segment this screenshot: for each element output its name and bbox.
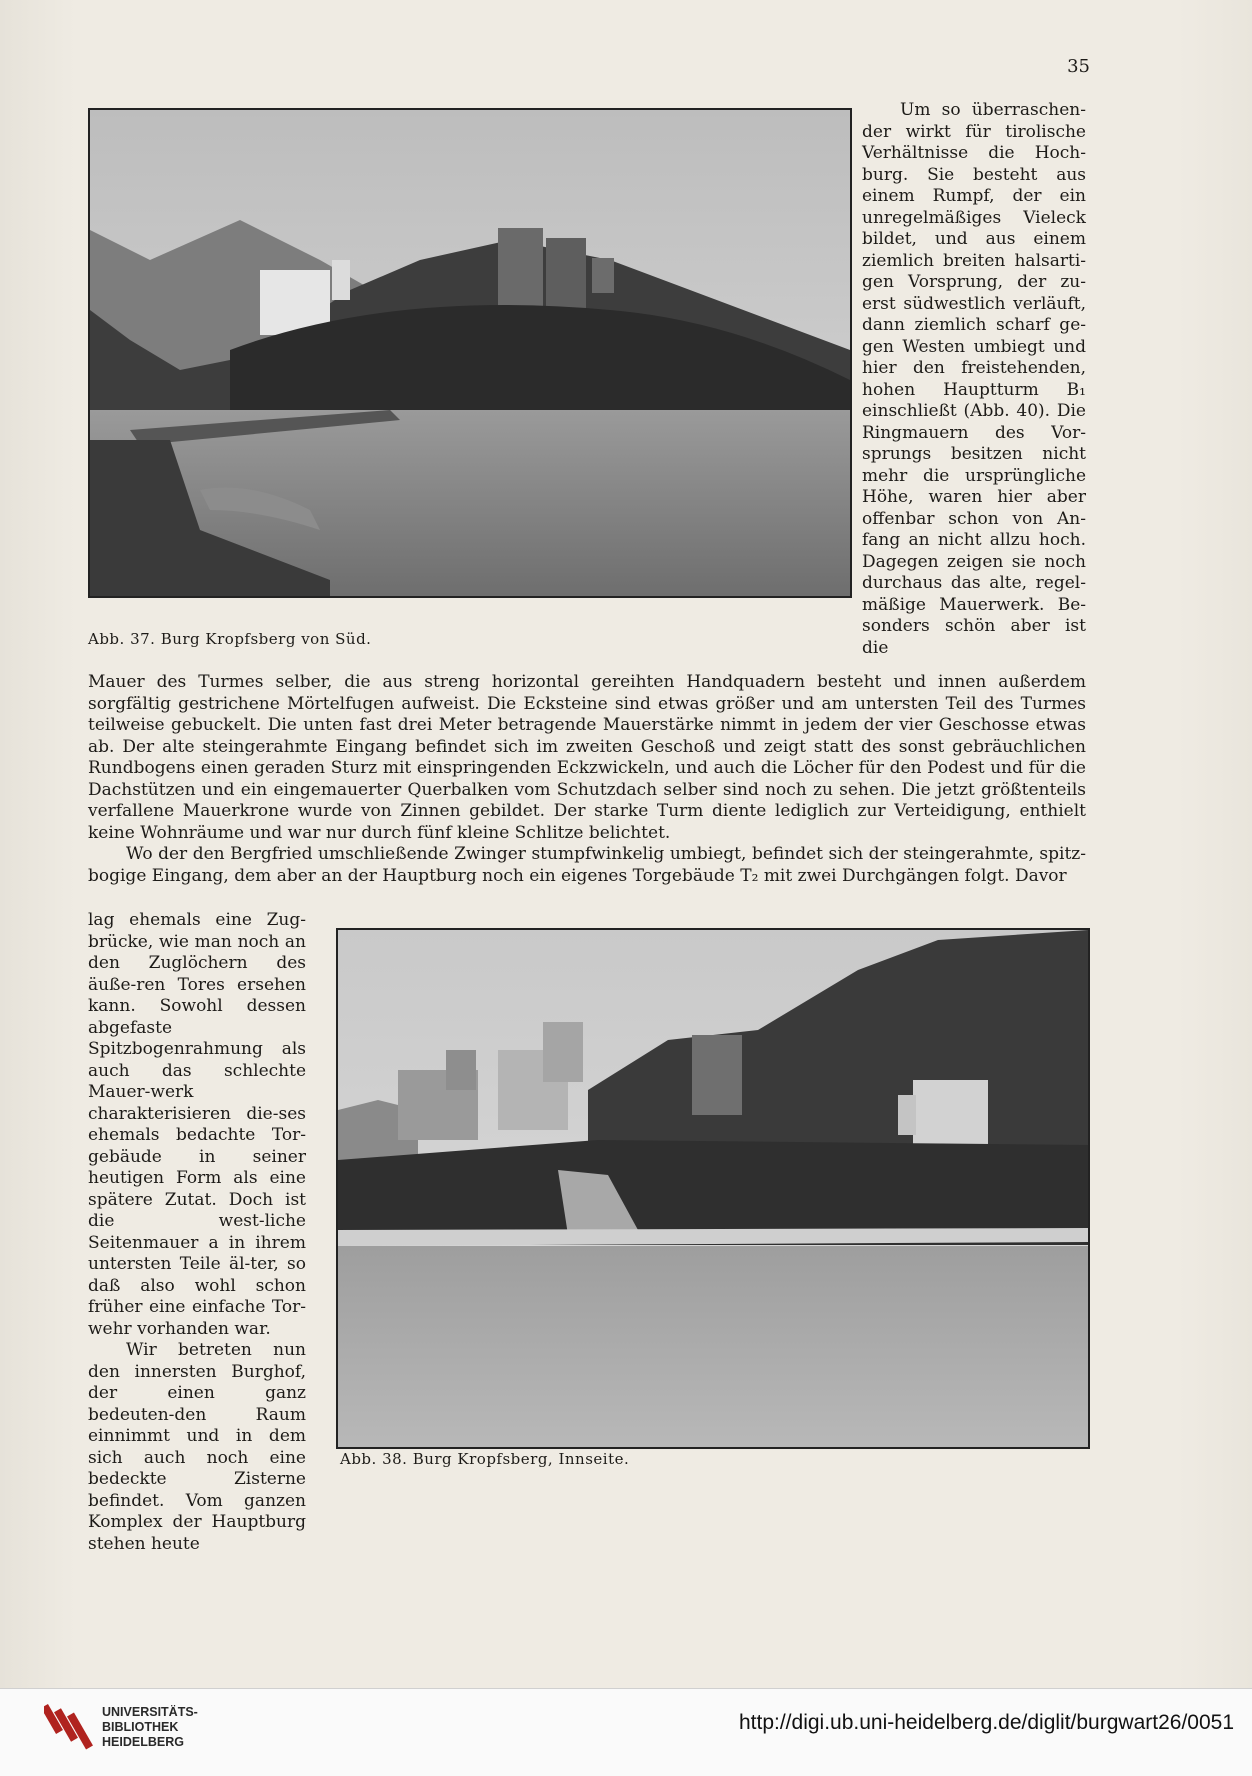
library-logo-icon bbox=[44, 1698, 96, 1758]
photo-castle-inn-side bbox=[336, 928, 1090, 1449]
source-url-link[interactable]: http://digi.ub.uni-heidelberg.de/diglit/burgwart26/0051 bbox=[738, 1711, 1234, 1734]
figure-caption-37: Abb. 37. Burg Kropfsberg von Süd. bbox=[88, 630, 372, 648]
figure-caption-38: Abb. 38. Burg Kropfsberg, Innseite. bbox=[340, 1450, 630, 1468]
paragraph: Mauer des Turmes selber, die aus streng horizontal gereihten Handquadern besteht und innen außerdem sorgfältig gestrichene Mörtelfugen aufweist. Die Ecksteine sind etwas größer und am untersten Teil des Turmes teilweise gebuckelt. Die unten fast drei Meter betragende Mauerstärke nimmt in jedem der vier Geschosse etwas ab. Der alte steingerahmte Eingang befindet sich im zweiten Geschoß und zeigt statt des sonst gebräuchlichen Rundbogens einen geraden Sturz mit einspringenden Eckzwickeln, und auch die Löcher für den Podest und für die Dachstützen und ein eingemauerter Querbalken vom Schutzdach selber sind noch zu sehen. Die jetzt größtenteils verfallene Mauerkrone wurde von Zinnen gebildet. Der starke Turm diente lediglich zur Verteidigung, enthielt keine Wohnräume und war nur durch fünf kleine Schlitze belichtet. bbox=[88, 672, 1086, 843]
paragraph: lag ehemals eine Zug-brücke, wie man noch an den Zuglöchern des äuße-ren Tores ersehen kann. Sowohl dessen abgefaste Spitzbogenrahmung als auch das schlechte Mauer-werk charakterisieren die-ses ehemals bedachte Tor-gebäude in seiner heutigen Form als eine spätere Zutat. Doch ist die west-liche Seitenmauer a in ihrem untersten Teile äl-ter, so daß also wohl schon früher eine einfache Tor-wehr vorhanden war. bbox=[88, 910, 306, 1339]
text-column-right-top bbox=[862, 100, 1086, 659]
page-number: 35 bbox=[1067, 56, 1090, 77]
text-column-left-bottom bbox=[88, 910, 306, 1555]
paragraph: Wir betreten nun den innersten Burghof, der einen ganz bedeuten-den Raum einnimmt und in dem sich auch noch eine bedeckte Zisterne befindet. Vom ganzen Komplex der Hauptburg stehen heute bbox=[88, 1340, 306, 1554]
photo-castle-south-view bbox=[88, 108, 852, 598]
library-logo-text bbox=[102, 1705, 198, 1750]
logo-line: UNIVERSITÄTS- bbox=[102, 1705, 198, 1719]
logo-line: HEIDELBERG bbox=[102, 1735, 184, 1749]
logo-line: BIBLIOTHEK bbox=[102, 1720, 179, 1734]
paragraph: Wo der den Bergfried umschließende Zwinger stumpfwinkelig umbiegt, befindet sich der steingerahmte, spitz-bogige Eingang, dem aber an der Hauptburg noch ein eigenes Torgebäude T₂ mit zwei Durchgängen folgt. Davor bbox=[88, 844, 1086, 886]
paragraph: Um so überraschen-der wirkt für tirolische Verhältnisse die Hoch-burg. Sie besteht aus einem Rumpf, der ein unregelmäßiges Vieleck bildet, und aus einem ziemlich breiten halsarti-gen Vorsprung, der zu-erst südwestlich verläuft, dann ziemlich scharf ge-gen Westen umbiegt und hier den freistehenden, hohen Hauptturm B₁ einschließt (Abb. 40). Die Ringmauern des Vor-sprungs besitzen nicht mehr die ursprüngliche Höhe, waren hier aber offenbar schon von An-fang an nicht allzu hoch. Dagegen zeigen sie noch durchaus das alte, regel-mäßige Mauerwerk. Be-sonders schön aber ist die bbox=[862, 100, 1086, 658]
text-full-width bbox=[88, 672, 1086, 887]
